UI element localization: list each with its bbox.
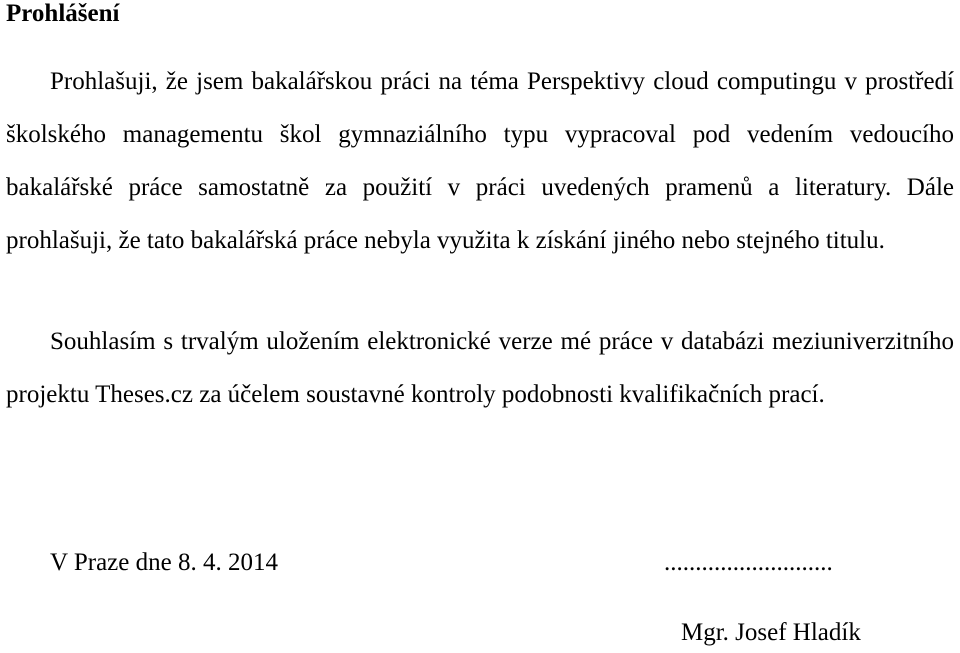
- declaration-heading: Prohlášení: [6, 0, 120, 27]
- signature-name: Mgr. Josef Hladík: [681, 619, 861, 646]
- signature-line: ...........................: [664, 549, 833, 576]
- declaration-paragraph-1: Prohlašuji, že jsem bakalářskou práci na téma Perspektivy cloud computingu v prostředí školského managementu škol gymnaziálního typu vypracoval pod vedením vedoucího bakalářské práce samostatně za použití v práci uvedených pramenů a literatury. Dále prohlašuji, že tato bakalářská práce nebyla využita k získání jiného nebo stejného titulu.: [6, 68, 954, 254]
- consent-paragraph: Souhlasím s trvalým uložením elektronické verze mé práce v databázi meziuniverzitního projektu Theses.cz za účelem soustavné kontroly podobnosti kvalifikačních prací.: [6, 328, 954, 408]
- place-and-date: V Praze dne 8. 4. 2014: [50, 549, 278, 576]
